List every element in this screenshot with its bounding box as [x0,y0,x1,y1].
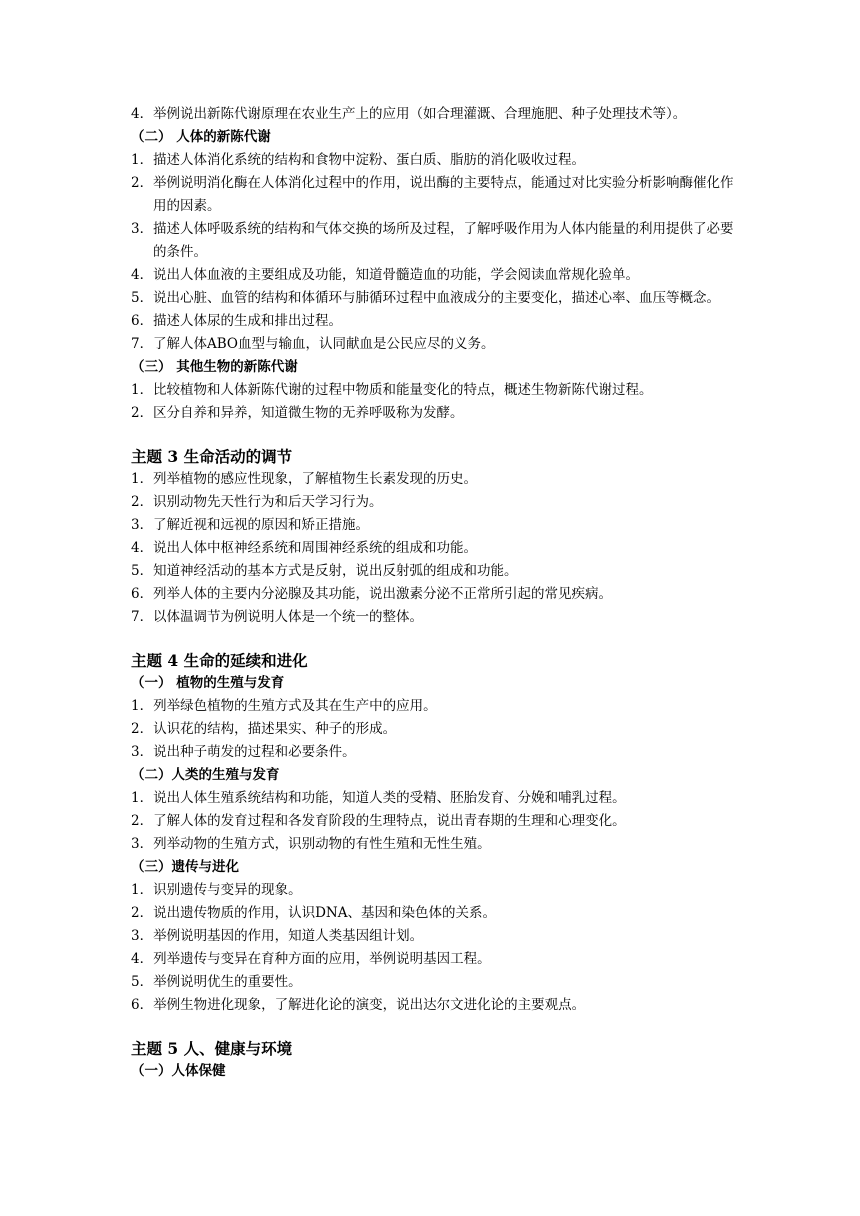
item-text: 描述人体消化系统的结构和食物中淀粉、蛋白质、脂肪的消化吸收过程。 [153,152,585,168]
list-line: 3．说出种子萌发的过程和必要条件。 [131,744,356,760]
list-line: 4．列举遗传与变异在育种方面的应用，举例说明基因工程。 [131,951,491,967]
item-number: 2． [131,494,154,510]
item-text: 列举植物的感应性现象，了解植物生长素发现的历史。 [153,471,477,487]
numbered-item [131,149,741,172]
item-number: 4． [131,540,154,556]
numbered-item [131,103,741,126]
list-line: 6．举例生物进化现象，了解进化论的演变，说出达尔文进化论的主要观点。 [131,997,586,1013]
numbered-item [131,379,741,402]
numbered-item [131,172,741,218]
theme-heading: 主题 4 生命的延续和进化 [131,651,308,670]
item-text: 了解人体ABO血型与输血，认同献血是公民应尽的义务。 [153,336,495,352]
item-text: 列举人体的主要内分泌腺及其功能，说出激素分泌不正常所引起的常见疾病。 [153,586,612,602]
numbered-item [131,218,741,264]
item-text: 举例说出新陈代谢原理在农业生产上的应用（如合理灌溉、合理施肥、种子处理技术等）。 [153,106,687,122]
item-number: 6． [131,313,154,329]
item-text: 举例说明消化酶在人体消化过程中的作用，说出酶的主要特点，能通过对比实验分析影响酶催化作用的因素。 [153,175,734,214]
numbered-item [131,287,741,310]
theme-heading: 主题 5 人、健康与环境 [131,1039,293,1058]
list-line: 5．举例说明优生的重要性。 [131,974,302,990]
numbered-item [131,333,741,356]
item-number: 1． [131,152,154,168]
item-text: 以体温调节为例说明人体是一个统一的整体。 [153,609,423,625]
list-line: 2．了解人体的发育过程和各发育阶段的生理特点，说出青春期的生理和心理变化。 [131,813,626,829]
item-number: 1． [131,382,154,398]
list-line: 1．列举绿色植物的生殖方式及其在生产中的应用。 [131,698,437,714]
item-number: 1． [131,471,154,487]
item-text: 说出人体血液的主要组成及功能，知道骨髓造血的功能，学会阅读血常规化验单。 [153,267,639,283]
numbered-item [131,468,741,491]
item-number: 2． [131,175,154,191]
item-number: 2． [131,405,154,421]
numbered-item [131,606,741,629]
item-text: 区分自养和异养，知道微生物的无养呼吸称为发酵。 [153,405,464,421]
list-line: 2．认识花的结构，描述果实、种子的形成。 [131,721,397,737]
item-text: 了解近视和远视的原因和矫正措施。 [153,517,369,533]
item-number: 4． [131,267,154,283]
numbered-item [131,402,741,425]
item-number: 6． [131,586,154,602]
item-number: 5． [131,290,154,306]
item-number: 7． [131,336,154,352]
numbered-item [131,583,741,606]
item-text: 比较植物和人体新陈代谢的过程中物质和能量变化的特点，概述生物新陈代谢过程。 [153,382,653,398]
section-subheading: （二）人类的生殖与发育 [131,767,280,783]
list-line: 3．举例说明基因的作用，知道人类基因组计划。 [131,928,424,944]
item-number: 4． [131,106,154,122]
numbered-item [131,514,741,537]
section-subheading: （二） 人体的新陈代谢 [131,129,271,145]
item-text: 说出心脏、血管的结构和体循环与肺循环过程中血液成分的主要变化，描述心率、血压等概念。 [153,290,720,306]
list-line: 1．识别遗传与变异的现象。 [131,882,302,898]
item-text: 描述人体呼吸系统的结构和气体交换的场所及过程，了解呼吸作用为人体内能量的利用提供了必要的条件。 [153,221,734,260]
item-text: 知道神经活动的基本方式是反射，说出反射弧的组成和功能。 [153,563,518,579]
item-text: 识别动物先天性行为和后天学习行为。 [153,494,383,510]
item-text: 描述人体尿的生成和排出过程。 [153,313,342,329]
item-number: 3． [131,221,154,237]
list-line: 1．说出人体生殖系统结构和功能，知道人类的受精、胚胎发育、分娩和哺乳过程。 [131,790,626,806]
section-subheading: （一） 植物的生殖与发育 [131,675,285,691]
item-number: 5． [131,563,154,579]
section-subheading: （三）遗传与进化 [131,859,239,875]
section-subheading: （一）人体保健 [131,1063,226,1079]
numbered-item [131,264,741,287]
list-line: 2．说出遗传物质的作用，认识DNA、基因和染色体的关系。 [131,905,496,921]
document-body [131,103,741,1083]
numbered-item [131,537,741,560]
theme-heading: 主题 3 生命活动的调节 [131,447,293,466]
list-line: 3．列举动物的生殖方式，识别动物的有性生殖和无性生殖。 [131,836,491,852]
section-subheading: （三） 其他生物的新陈代谢 [131,359,298,375]
item-number: 7． [131,609,154,625]
item-text: 说出人体中枢神经系统和周围神经系统的组成和功能。 [153,540,477,556]
numbered-item [131,491,741,514]
item-number: 3． [131,517,154,533]
numbered-item [131,560,741,583]
numbered-item [131,310,741,333]
